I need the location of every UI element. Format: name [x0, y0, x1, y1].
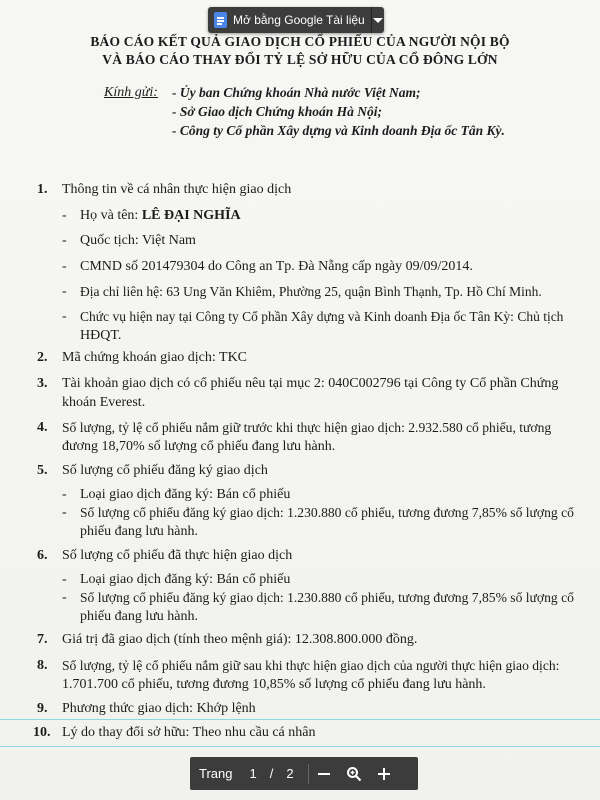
section-5-bullet-2-line-1: Số lượng cổ phiếu đăng ký giao dịch: 1.230.880 cổ phiếu, tương đương 7,85% số lượng cổ — [80, 505, 574, 520]
document-title-line1: BÁO CÁO KẾT QUẢ GIAO DỊCH CỔ PHIẾU CỦA NGƯỜI NỘI BỘ — [90, 34, 510, 49]
bullet-dash: - — [62, 233, 67, 248]
page-label: Trang — [199, 766, 233, 781]
section-4-line-2: đương 18,70% số lượng cổ phiếu đang lưu hành. — [62, 439, 336, 454]
section-number: 3. — [37, 376, 48, 391]
section-number: 10. — [33, 725, 51, 740]
section-3-line-2: khoán Everest. — [62, 395, 146, 410]
open-with-dropdown-button[interactable] — [371, 7, 384, 33]
section-number: 7. — [37, 632, 48, 647]
section-2-text: Mã chứng khoán giao dịch: TKC — [62, 350, 248, 365]
recipient-item: - Ủy ban Chứng khoán Nhà nước Việt Nam; — [172, 85, 421, 100]
caret-down-icon — [373, 18, 383, 23]
section-divider-line — [0, 746, 600, 747]
section-3-line-1: Tài khoản giao dịch có cổ phiếu nêu tại mục 2: 040C002796 tại Công ty Cổ phần Chứng — [62, 376, 559, 391]
section-number: 5. — [37, 463, 48, 478]
section-8-line-2: 1.701.700 cổ phiếu, tương đương 10,85% số lượng cổ phiếu đang lưu hành. — [62, 677, 486, 692]
zoom-out-button[interactable] — [309, 757, 339, 790]
open-with-bar — [208, 7, 384, 33]
page-slash: / — [269, 766, 274, 781]
zoom-in-button[interactable] — [369, 757, 399, 790]
plus-icon — [378, 768, 390, 780]
section-6-bullet-2-line-2: phiếu đang lưu hành. — [80, 609, 199, 624]
page-navigation-bar — [190, 757, 418, 790]
zoom-icon — [346, 766, 362, 782]
name-value: LÊ ĐẠI NGHĨA — [141, 208, 241, 223]
section-6-heading: Số lượng cổ phiếu đã thực hiện giao dịch — [62, 548, 293, 563]
section-8-line-1: Số lượng, tỷ lệ cổ phiếu nắm giữ sau khi thực hiện giao dịch của người thực hiện giao dịch: — [62, 658, 560, 673]
current-page-input[interactable]: 1 — [249, 766, 257, 781]
nationality-line: Quốc tịch: Việt Nam — [80, 233, 196, 248]
section-9-text: Phương thức giao dịch: Khớp lệnh — [62, 701, 256, 716]
bullet-dash: - — [62, 284, 67, 299]
section-5-heading: Số lượng cổ phiếu đăng ký giao dịch — [62, 463, 268, 478]
section-10-text: Lý do thay đổi sở hữu: Theo nhu cầu cá nhân — [62, 725, 316, 740]
total-pages: 2 — [286, 766, 294, 781]
minus-icon — [318, 773, 330, 775]
section-7-text: Giá trị đã giao dịch (tính theo mệnh giá): 12.308.800.000 đồng. — [62, 632, 418, 647]
recipient-item: - Sở Giao dịch Chứng khoán Hà Nội; — [172, 104, 382, 119]
section-4-line-1: Số lượng, tỷ lệ cổ phiếu nắm giữ trước khi thực hiện giao dịch: 2.932.580 cổ phiếu, tương — [62, 420, 552, 435]
bullet-dash: - — [62, 208, 67, 223]
id-line: CMND số 201479304 do Công an Tp. Đà Nẵng cấp ngày 09/09/2014. — [80, 259, 473, 274]
bullet-dash: - — [62, 259, 67, 274]
position-line-1: Chức vụ hiện nay tại Công ty Cổ phần Xây dựng và Kinh doanh Địa ốc Tân Kỳ: Chủ tịch — [80, 309, 564, 324]
open-with-google-docs-button[interactable] — [208, 7, 371, 33]
google-docs-icon — [214, 12, 227, 28]
section-6-bullet-2-line-1: Số lượng cổ phiếu đăng ký giao dịch: 1.230.880 cổ phiếu, tương đương 7,85% số lượng cổ — [80, 590, 574, 605]
section-1-heading: Thông tin về cá nhân thực hiện giao dịch — [62, 182, 292, 197]
name-line — [80, 206, 241, 226]
document-title-line2: VÀ BÁO CÁO THAY ĐỔI TỶ LỆ SỞ HỮU CỦA CỔ ĐÔNG LỚN — [102, 52, 498, 67]
section-divider-line — [0, 719, 600, 720]
bullet-dash: - — [62, 572, 67, 587]
name-label: Họ và tên: — [80, 208, 142, 223]
section-5-bullet-2-line-2: phiếu đang lưu hành. — [80, 524, 199, 539]
bullet-dash: - — [62, 309, 67, 324]
bullet-dash: - — [62, 487, 67, 502]
section-5-bullet-1: Loại giao dịch đăng ký: Bán cổ phiếu — [80, 487, 291, 502]
open-with-label: Mở bằng Google Tài liệu — [233, 13, 365, 27]
section-number: 1. — [37, 182, 48, 197]
recipient-item: - Công ty Cổ phần Xây dựng và Kinh doanh Địa ốc Tân Kỳ. — [172, 123, 505, 138]
section-6-bullet-1: Loại giao dịch đăng ký: Bán cổ phiếu — [80, 572, 291, 587]
section-number: 8. — [37, 658, 48, 673]
section-number: 9. — [37, 701, 48, 716]
bullet-dash: - — [62, 505, 67, 520]
address-line: Địa chỉ liên hệ: 63 Ung Văn Khiêm, Phường 25, quận Bình Thạnh, Tp. Hồ Chí Minh. — [80, 284, 542, 299]
section-number: 6. — [37, 548, 48, 563]
recipients-label: Kính gửi: — [104, 85, 158, 100]
section-number: 4. — [37, 420, 48, 435]
position-line-2: HĐQT. — [80, 328, 122, 343]
section-number: 2. — [37, 350, 48, 365]
bullet-dash: - — [62, 590, 67, 605]
zoom-button[interactable] — [339, 757, 369, 790]
